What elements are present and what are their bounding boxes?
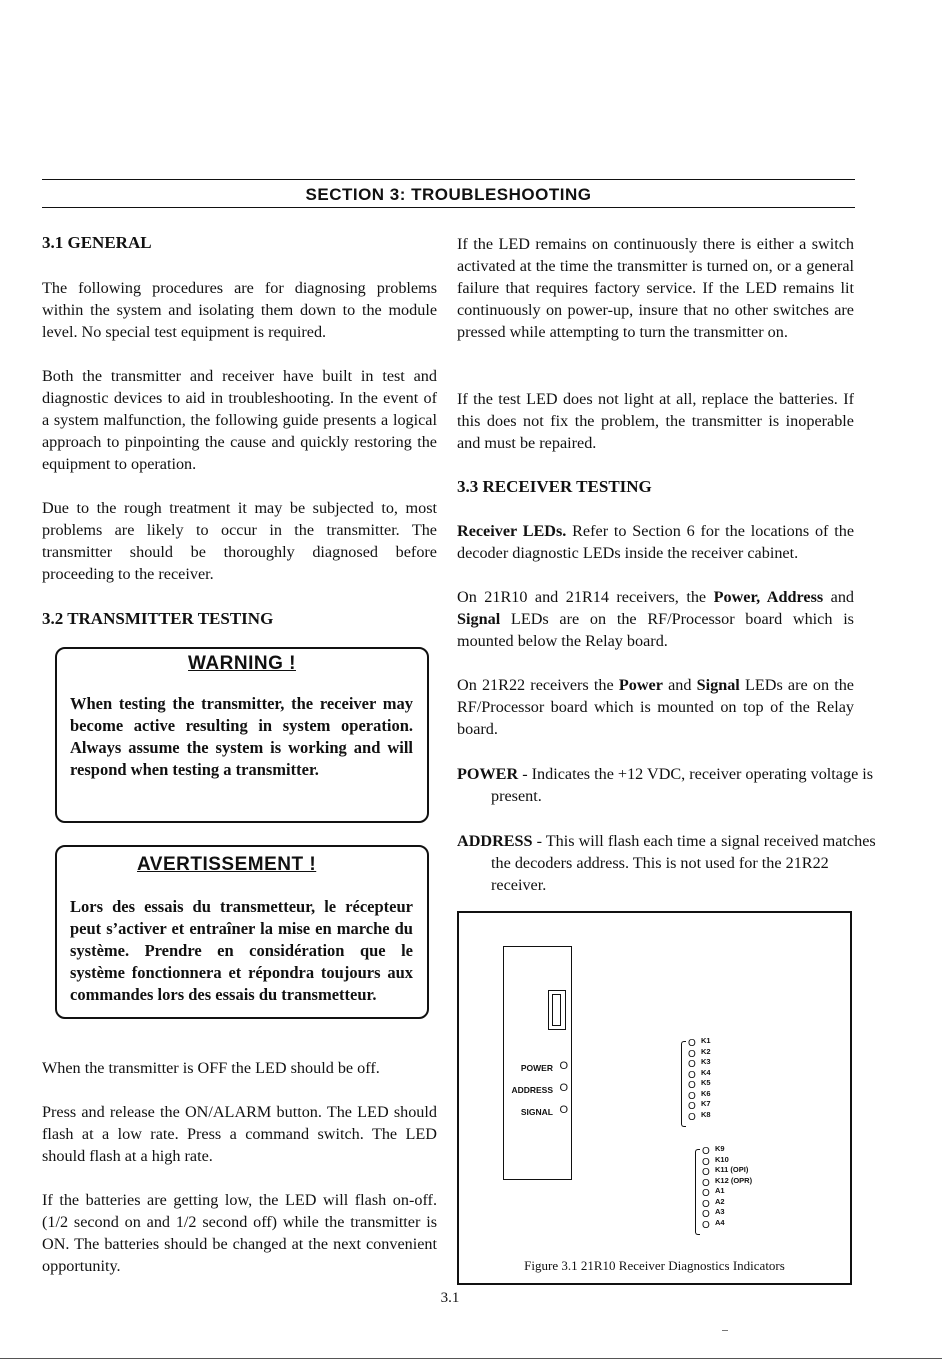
relay-led-icon: O: [688, 1059, 696, 1070]
relay-led-label: K6: [701, 1088, 711, 1098]
relay-led-label: A1: [715, 1186, 725, 1195]
warning-title: WARNING !: [188, 653, 296, 674]
signal-led-label: SIGNAL: [520, 1107, 553, 1117]
21r22-signal: Signal: [696, 676, 740, 694]
relay-led-icon: O: [702, 1156, 710, 1168]
relay-led-label: A3: [715, 1207, 725, 1216]
address-description: - This will flash each time a signal received matches the decoders address. This is not used for the 21R22 receiver.: [491, 832, 876, 894]
relay-led-icon: O: [688, 1038, 696, 1049]
warning-box: [55, 647, 429, 823]
21r10-text-a: On 21R10 and 21R14 receivers, the: [457, 588, 714, 606]
figure-receiver-diagnostics: [457, 911, 852, 1285]
avertissement-box: [55, 845, 429, 1019]
relay-led-icon: O: [702, 1167, 710, 1178]
page-number: 3.1: [440, 1290, 460, 1306]
header-rule-bottom: [42, 207, 855, 208]
page-mark: [722, 1330, 728, 1331]
21r22-paragraph: [457, 674, 854, 740]
relay-led-label: K12 (OPR): [715, 1175, 753, 1185]
21r22-text-a: On 21R22 receivers the: [457, 676, 619, 694]
relay-led-label: K7: [701, 1099, 711, 1108]
rf-processor-board-diagram: [503, 946, 572, 1180]
relay-led-icon: O: [688, 1090, 696, 1102]
power-led-label: POWER: [520, 1063, 553, 1073]
21r10-power: Power: [713, 588, 757, 606]
power-term: POWER: [457, 765, 519, 783]
21r22-and: and: [662, 676, 697, 694]
receiver-testing-heading: 3.3 RECEIVER TESTING: [457, 477, 652, 496]
section-title: SECTION 3: TROUBLESHOOTING: [305, 185, 592, 204]
batteries-paragraph: If the batteries are getting low, the LED will flash on-off. (1/2 second on and 1/2 second off) while the transmitter is ON. The batteries should be changed at the next convenient opportunity.: [42, 1191, 437, 1275]
test-led-paragraph: If the test LED does not light at all, replace the batteries. If this does not fix the problem, the transmitter is inoperable and must be repaired.: [457, 390, 854, 452]
relay-led-icon: O: [688, 1101, 696, 1112]
relay-led-label: K8: [701, 1109, 711, 1119]
relay-led-label: K5: [701, 1078, 711, 1087]
power-led-icon: O: [559, 1060, 568, 1072]
receiver-leds-paragraph: [457, 520, 854, 564]
relay-led-icon: O: [702, 1188, 710, 1199]
relay-led-label: K4: [701, 1067, 711, 1077]
relay-led-label: K11 (OPI): [715, 1165, 749, 1174]
relay-led-icon: O: [702, 1219, 710, 1231]
header-rule-top: [42, 179, 855, 180]
21r10-text-rest: LEDs are on the RF/Processor board which is mounted below the Relay board.: [457, 610, 854, 650]
led-continuous-paragraph: If the LED remains on continuously there is either a switch activated at the time the transmitter is turned on, or a general failure that requires factory service. If the LED remains lit continuously on power-up, insure that no other switches are pressed while attempting to turn the transmitter on.: [457, 235, 854, 341]
panel-led-power: [504, 1059, 571, 1081]
relay-led-label: K2: [701, 1046, 711, 1056]
relay-led-icon: O: [702, 1146, 710, 1157]
transmitter-off-paragraph: When the transmitter is OFF the LED should be off.: [42, 1059, 380, 1077]
receiver-leds-text: Refer to Section 6 for the locations of the decoder diagnostic LEDs inside the receiver cabinet.: [457, 522, 855, 562]
21r10-signal: Signal: [457, 610, 501, 628]
relay-led-label: A2: [715, 1196, 725, 1206]
21r10-address: Address: [766, 588, 824, 606]
general-paragraph-2: Both the transmitter and receiver have built in test and diagnostic devices to aid in troubleshooting. In the event of a system malfunction, the following guide presents a logical approach to pinpointing the cause and quickly restoring the equipment to operation.: [42, 367, 437, 473]
general-paragraph-3: Due to the rough treatment it may be subjected to, most problems are likely to occur in the transmitter. The transmitter should be thoroughly diagnosed before proceeding to the receiver.: [42, 499, 437, 583]
relay-led-label: A4: [715, 1217, 725, 1227]
relay-led-icon: O: [688, 1069, 696, 1081]
relay-group-1-bracket: [681, 1041, 686, 1127]
panel-led-signal: [504, 1103, 571, 1125]
21r22-text-rest: LEDs are on the RF/Processor board which is mounted on top of the Relay board.: [457, 676, 854, 738]
connector-icon: [548, 990, 566, 1030]
21r10-comma: ,: [756, 588, 767, 606]
panel-led-list: [504, 1059, 571, 1125]
power-description: - Indicates the +12 VDC, receiver operating voltage is present.: [491, 765, 874, 805]
warning-body: When testing the transmitter, the receiver may become active resulting in system operation. Always assume the system is working and will respond when testing a transmitter.: [70, 694, 413, 779]
figure-caption: Figure 3.1 21R10 Receiver Diagnostics Indicators: [524, 1258, 785, 1273]
relay-led-icon: O: [702, 1209, 710, 1220]
relay-led-label: K10: [715, 1154, 729, 1164]
address-led-label: ADDRESS: [511, 1085, 553, 1095]
address-term: ADDRESS: [457, 832, 533, 850]
panel-led-address: [504, 1081, 571, 1103]
signal-led-icon: O: [559, 1104, 568, 1116]
relay-led-icon: O: [702, 1177, 710, 1189]
relay-led-icon: O: [688, 1048, 696, 1060]
relay-led-label: K1: [701, 1036, 711, 1045]
power-definition: [457, 763, 888, 807]
relay-led-icon: O: [688, 1111, 696, 1123]
address-definition: [457, 830, 888, 896]
general-paragraph-1: The following procedures are for diagnosing problems within the system and isolating them down to the module level. No special test equipment is required.: [42, 279, 437, 341]
21r10-paragraph: [457, 586, 854, 652]
on-alarm-paragraph: Press and release the ON/ALARM button. The LED should flash at a low rate. Press a command switch. The LED should flash at a high rate.: [42, 1103, 437, 1165]
relay-led-label: K9: [715, 1144, 725, 1153]
avertissement-body: Lors des essais du transmetteur, le récepteur peut s’activer et entraîner la mise en marche du système. Prendre en considération que le système fonctionnera et répondra toujours aux commandes lors des essais du transmetteur.: [70, 897, 413, 1004]
transmitter-testing-heading: 3.2 TRANSMITTER TESTING: [42, 609, 274, 628]
relay-led-icon: O: [702, 1198, 710, 1210]
avertissement-title: AVERTISSEMENT !: [137, 854, 317, 875]
21r22-power: Power: [618, 676, 663, 694]
relay-group-2-bracket: [695, 1149, 700, 1235]
bottom-edge-rule: [0, 1358, 942, 1359]
21r10-and: and: [823, 588, 855, 606]
general-heading: 3.1 GENERAL: [42, 233, 152, 252]
address-led-icon: O: [559, 1082, 568, 1094]
receiver-leds-term: Receiver LEDs.: [457, 522, 567, 540]
relay-led-icon: O: [688, 1080, 696, 1091]
relay-led-label: K3: [701, 1057, 711, 1066]
